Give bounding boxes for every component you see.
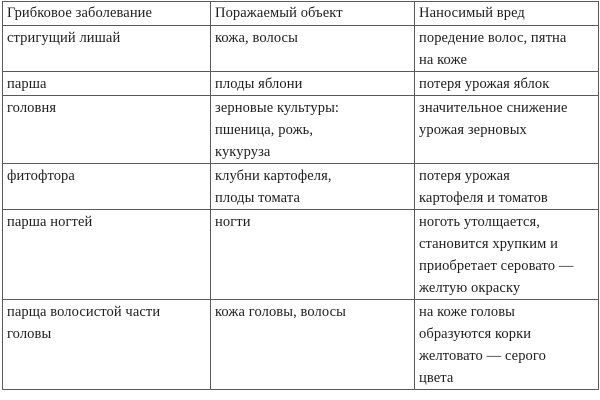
cell-harm: [415, 96, 599, 164]
cell-line: фитофтора: [7, 168, 75, 184]
cell-line: клубни картофеля,: [215, 168, 332, 184]
cell-line: образуются корки: [419, 326, 532, 342]
cell-line: зерновые культуры:: [215, 100, 340, 116]
header-object: Поражаемый объект: [211, 2, 415, 26]
cell-line: значительное снижение: [419, 100, 568, 116]
cell-line: пшеница, рожь,: [215, 122, 314, 138]
cell-line: плоды томата: [215, 190, 300, 206]
cell-harm: [415, 210, 599, 300]
table-row: [3, 96, 599, 164]
cell-harm: [415, 300, 599, 390]
cell-harm: [415, 26, 599, 72]
table-row: [3, 300, 599, 390]
cell-line: кожа, волосы: [215, 30, 298, 46]
cell-object: [211, 26, 415, 72]
cell-line: на коже: [419, 52, 467, 68]
cell-line: желтовато — серого: [419, 348, 546, 364]
cell-line: парша ногтей: [7, 214, 93, 230]
cell-line: кожа головы, волосы: [215, 304, 346, 320]
cell-object: [211, 164, 415, 210]
cell-line: цвета: [419, 370, 454, 386]
cell-line: потеря урожая: [419, 168, 510, 184]
cell-harm: [415, 164, 599, 210]
table-row: [3, 210, 599, 300]
cell-line: становится хрупким и: [419, 236, 558, 252]
cell-line: урожая зерновых: [419, 122, 527, 138]
cell-object: [211, 72, 415, 96]
table-header-row: [3, 2, 599, 26]
cell-line: ноготь утолщается,: [419, 214, 541, 230]
cell-line: картофеля и томатов: [419, 190, 548, 206]
cell-object: [211, 300, 415, 390]
cell-line: потеря урожая яблок: [419, 76, 550, 92]
cell-line: ногти: [215, 214, 251, 230]
cell-disease: [3, 96, 211, 164]
cell-line: приобретает серовато —: [419, 258, 574, 274]
cell-disease: [3, 210, 211, 300]
cell-line: кукуруза: [215, 144, 271, 160]
cell-line: стригущий лишай: [7, 30, 121, 46]
cell-line: плоды яблони: [215, 76, 303, 92]
cell-harm: [415, 72, 599, 96]
cell-line: парша: [7, 76, 47, 92]
cell-line: парща волосистой части: [7, 304, 161, 320]
table-row: [3, 164, 599, 210]
cell-line: головы: [7, 326, 52, 342]
cell-disease: [3, 72, 211, 96]
table-row: [3, 72, 599, 96]
header-harm: Наносимый вред: [415, 2, 599, 26]
cell-disease: [3, 164, 211, 210]
fungal-diseases-table: [2, 1, 599, 390]
cell-line: желтую окраску: [419, 280, 521, 296]
cell-line: головня: [7, 100, 57, 116]
header-disease: Грибковое заболевание: [3, 2, 211, 26]
cell-object: [211, 210, 415, 300]
fungal-diseases-table-container: [2, 1, 598, 397]
cell-disease: [3, 26, 211, 72]
cell-line: на коже головы: [419, 304, 516, 320]
table-body: [3, 26, 599, 390]
cell-disease: [3, 300, 211, 390]
table-row: [3, 26, 599, 72]
cell-object: [211, 96, 415, 164]
cell-line: поредение волос, пятна: [419, 30, 567, 46]
